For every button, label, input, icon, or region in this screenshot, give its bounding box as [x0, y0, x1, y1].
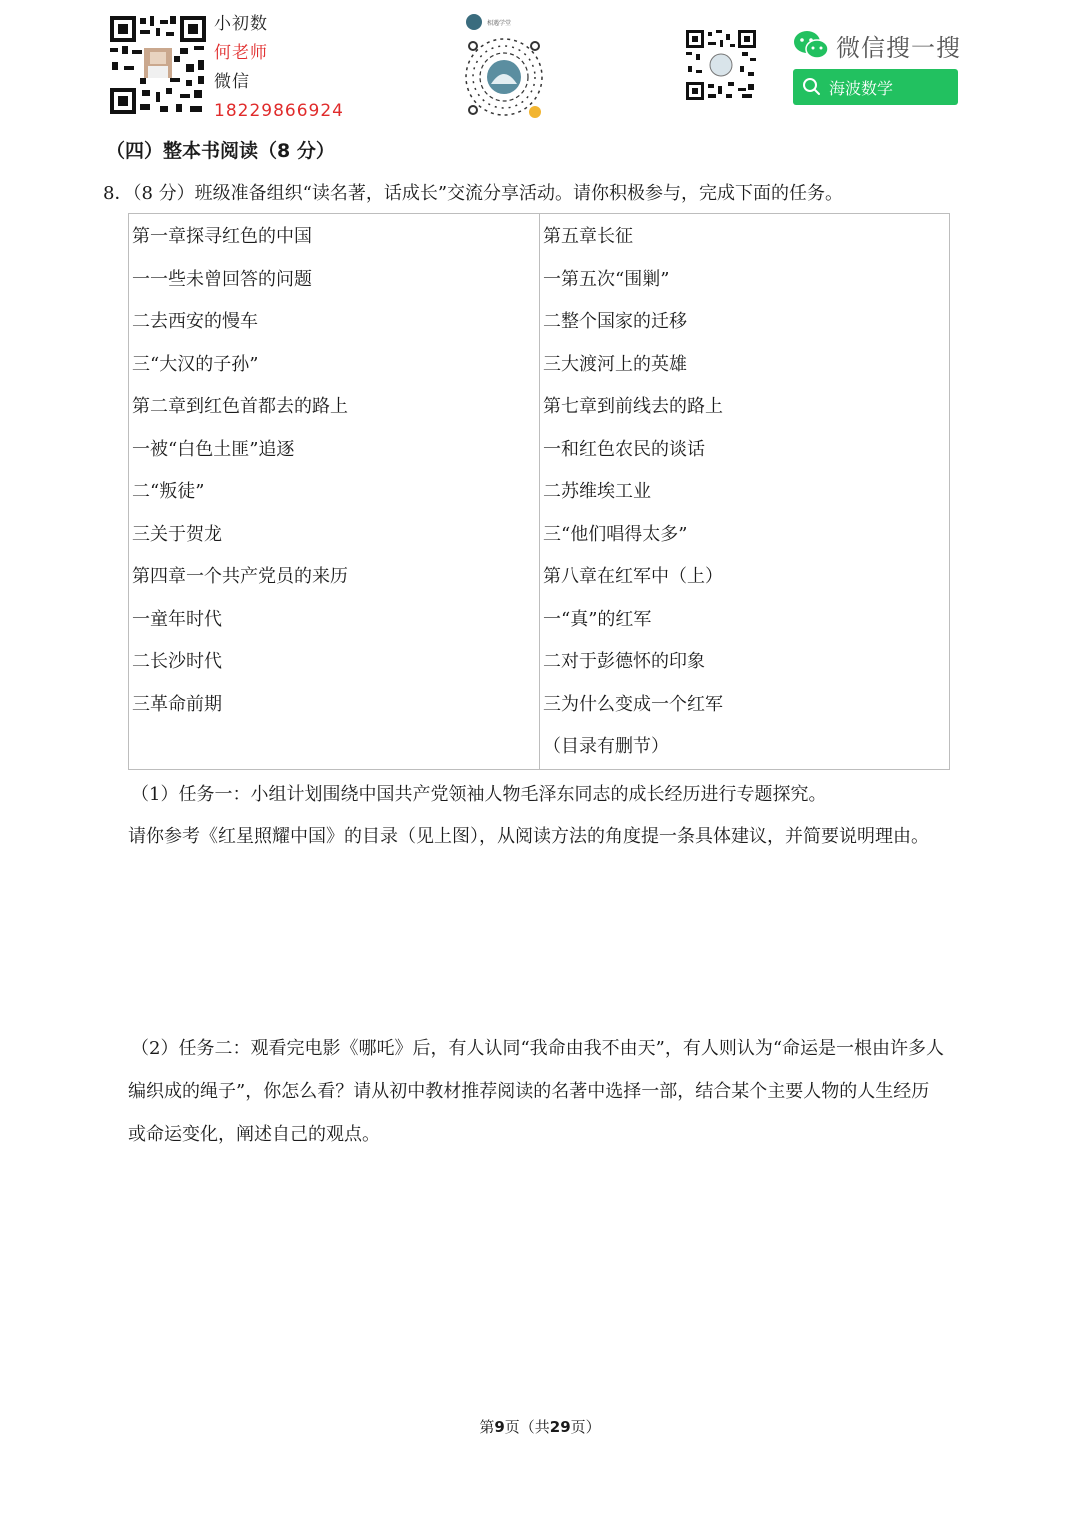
toc-left-item: 第一章探寻红色的中国 [132, 226, 312, 247]
toc-right-item: 第七章到前线去的路上 [543, 396, 723, 417]
toc-left-item: 三关于贺龙 [132, 523, 222, 545]
toc-right-item: 第五章长征 [543, 226, 633, 247]
toc-right-item: 第八章在红军中（上） [543, 566, 723, 587]
mini-program-logo-icon [466, 14, 482, 30]
wechat-logo-icon [793, 30, 829, 60]
toc-right-item: 二对于彭德怀的印象 [543, 651, 705, 672]
qr-code-contact [110, 16, 206, 114]
mini-program-label: 相遇学堂 [487, 20, 512, 27]
task2-line-2: 编织成的绳子”，你怎么看？请从初中教材推荐阅读的名著中选择一部，结合某个主要人物的人生经历 [128, 1081, 930, 1102]
page-footer [0, 1416, 1080, 1437]
toc-right-column [543, 214, 723, 769]
task2-line-3: 或命运变化，阐述自己的观点。 [128, 1124, 380, 1145]
toc-right-item: 三为什么变成一个红军 [543, 693, 723, 715]
toc-left-item: 第四章一个共产党员的来历 [132, 566, 348, 587]
toc-left-item: 第二章到红色首都去的路上 [132, 396, 348, 417]
toc-right-item: 一和红色农民的谈话 [543, 438, 705, 460]
mini-program-label-row [463, 12, 545, 32]
wechat-search-badge [793, 28, 963, 108]
page-total: 29 [549, 1418, 571, 1436]
toc-left-item: 二“叛徒” [132, 481, 205, 502]
toc-left-item: 一一些未曾回答的问题 [132, 268, 312, 290]
wechat-search-button [793, 69, 958, 105]
qr-code-wechat [686, 30, 756, 100]
toc-left-item: 三革命前期 [132, 693, 222, 715]
contact-line-2: 何老师 [214, 43, 268, 63]
footer-suffix: 页） [570, 1418, 601, 1436]
wechat-search-title: 微信搜一搜 [836, 34, 961, 62]
footer-middle: 页（共 [504, 1418, 550, 1436]
toc-note: （目录有删节） [543, 736, 669, 757]
contact-phone: 18229866924 [214, 101, 344, 121]
task1-instruction: （1）任务一：小组计划围绕中国共产党领袖人物毛泽东同志的成长经历进行专题探究。 [131, 784, 827, 805]
toc-left-item: 一童年时代 [132, 608, 222, 630]
wechat-search-keyword: 海波数学 [829, 79, 894, 98]
question-stem: 8．（8 分）班级准备组织“读名著，话成长”交流分享活动。请你积极参与，完成下面的任务。 [103, 183, 844, 204]
table-of-contents [128, 213, 950, 770]
toc-left-column [132, 214, 348, 726]
toc-left-item: 二长沙时代 [132, 651, 222, 672]
toc-right-item: 二整个国家的迁移 [543, 311, 687, 332]
search-icon [802, 77, 822, 97]
footer-prefix: 第 [479, 1418, 495, 1436]
contact-line-3: 微信 [214, 72, 250, 92]
section-title: （四）整本书阅读（8 分） [106, 140, 335, 162]
contact-info [214, 10, 344, 126]
page-number: 9 [494, 1418, 505, 1436]
toc-left-item: 一被“白色土匪”追逐 [132, 438, 295, 460]
toc-right-item: 三“他们唱得太多” [543, 523, 688, 545]
toc-left-item: 二去西安的慢车 [132, 311, 258, 332]
toc-left-item: 三“大汉的子孙” [132, 353, 259, 375]
task1-prompt: 请你参考《红星照耀中国》的目录（见上图），从阅读方法的角度提一条具体建议，并简要说明理由。 [128, 826, 929, 847]
mini-program-code [463, 12, 545, 120]
toc-right-item: 一“真”的红军 [543, 608, 652, 630]
task2-line-1: （2）任务二：观看完电影《哪吒》后，有人认同“我命由我不由天”，有人则认为“命运是一根由许多人 [131, 1038, 945, 1059]
toc-right-item: 一第五次“围剿” [543, 268, 670, 290]
toc-right-item: 三大渡河上的英雄 [543, 353, 687, 375]
contact-line-1: 小初数 [214, 14, 268, 34]
sunflower-code-icon [463, 34, 545, 120]
page-header [0, 0, 1080, 125]
table-divider [539, 214, 540, 769]
toc-right-item: 二苏维埃工业 [543, 481, 651, 502]
